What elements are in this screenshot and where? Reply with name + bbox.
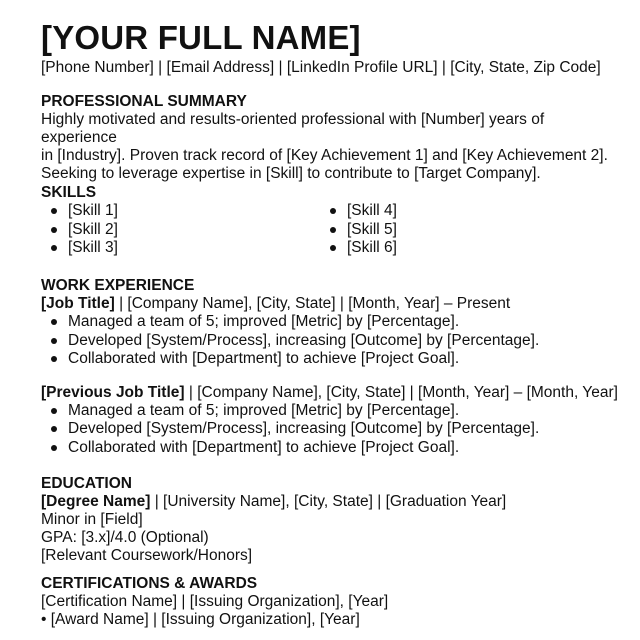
bullet-icon bbox=[51, 445, 57, 451]
education-heading: EDUCATION bbox=[41, 475, 132, 492]
job-bullet: Developed [System/Process], increasing [Outcome] by [Percentage]. bbox=[41, 420, 621, 439]
degree-line bbox=[41, 493, 621, 511]
skills-heading: SKILLS bbox=[41, 184, 97, 201]
job-title: [Job Title] bbox=[41, 295, 115, 312]
skills-list-right bbox=[320, 202, 397, 258]
skills-grid bbox=[41, 202, 621, 258]
work-section bbox=[41, 276, 621, 457]
certification-line: [Certification Name] | [Issuing Organization], [Year] bbox=[41, 593, 389, 610]
education-section bbox=[41, 474, 621, 565]
job-bullet: Collaborated with [Department] to achieve [Project Goal]. bbox=[41, 350, 621, 369]
skill-item: [Skill 4] bbox=[320, 202, 397, 221]
bullet-icon bbox=[330, 245, 336, 251]
job-details: | [Company Name], [City, State] | [Month, Year] – Present bbox=[114, 295, 511, 312]
summary-section bbox=[41, 92, 621, 183]
job-details: | [Company Name], [City, State] | [Month, Year] – [Month, Year] bbox=[184, 383, 618, 401]
award-line: • [Award Name] | [Issuing Organization], [Year] bbox=[41, 611, 360, 628]
contact-line: [Phone Number] | [Email Address] | [LinkedIn Profile URL] | [City, State, Zip Code] bbox=[41, 59, 601, 76]
job-bullet: Collaborated with [Department] to achieve [Project Goal]. bbox=[41, 439, 621, 458]
bullet-icon bbox=[51, 356, 57, 362]
skill-item: [Skill 3] bbox=[41, 239, 118, 258]
summary-line: Highly motivated and results-oriented professional with [Number] years of experience bbox=[41, 111, 545, 146]
skill-item: [Skill 1] bbox=[41, 202, 118, 221]
job-bullets bbox=[41, 313, 621, 369]
job-header bbox=[41, 295, 621, 313]
skill-item: [Skill 2] bbox=[41, 221, 118, 240]
certifications-section bbox=[41, 574, 621, 629]
skills-section bbox=[41, 183, 621, 258]
skills-list-left bbox=[41, 202, 118, 258]
summary-line: in [Industry]. Proven track record of [Key Achievement 1] and [Key Achievement 2]. bbox=[41, 147, 608, 164]
gpa-line: GPA: [3.x]/4.0 (Optional) bbox=[41, 529, 209, 546]
work-heading: WORK EXPERIENCE bbox=[41, 277, 195, 294]
job-bullet: Managed a team of 5; improved [Metric] by [Percentage]. bbox=[41, 313, 621, 332]
bullet-icon bbox=[51, 319, 57, 325]
coursework-line: [Relevant Coursework/Honors] bbox=[41, 547, 253, 564]
bullet-icon bbox=[51, 426, 57, 432]
bullet-icon bbox=[51, 208, 57, 214]
certifications-heading: CERTIFICATIONS & AWARDS bbox=[41, 575, 258, 592]
bullet-icon bbox=[51, 408, 57, 414]
bullet-icon bbox=[51, 227, 57, 233]
job-bullets bbox=[41, 402, 621, 458]
bullet-icon bbox=[330, 227, 336, 233]
skill-item: [Skill 5] bbox=[320, 221, 397, 240]
bullet-icon bbox=[330, 208, 336, 214]
degree-name: [Degree Name] bbox=[41, 493, 151, 510]
bullet-icon bbox=[51, 245, 57, 251]
job-bullet: Managed a team of 5; improved [Metric] by [Percentage]. bbox=[41, 402, 621, 421]
degree-details: | [University Name], [City, State] | [Graduation Year] bbox=[150, 493, 507, 510]
summary-line: Seeking to leverage expertise in [Skill] to contribute to [Target Company]. bbox=[41, 165, 541, 182]
minor-line: Minor in [Field] bbox=[41, 511, 143, 528]
summary-heading: PROFESSIONAL SUMMARY bbox=[41, 93, 247, 110]
full-name: [YOUR FULL NAME] bbox=[41, 19, 361, 56]
skill-item: [Skill 6] bbox=[320, 239, 397, 258]
job-bullet: Developed [System/Process], increasing [Outcome] by [Percentage]. bbox=[41, 332, 621, 351]
bullet-icon bbox=[51, 338, 57, 344]
job-title: [Previous Job Title] bbox=[41, 383, 185, 401]
job-header bbox=[41, 384, 621, 402]
